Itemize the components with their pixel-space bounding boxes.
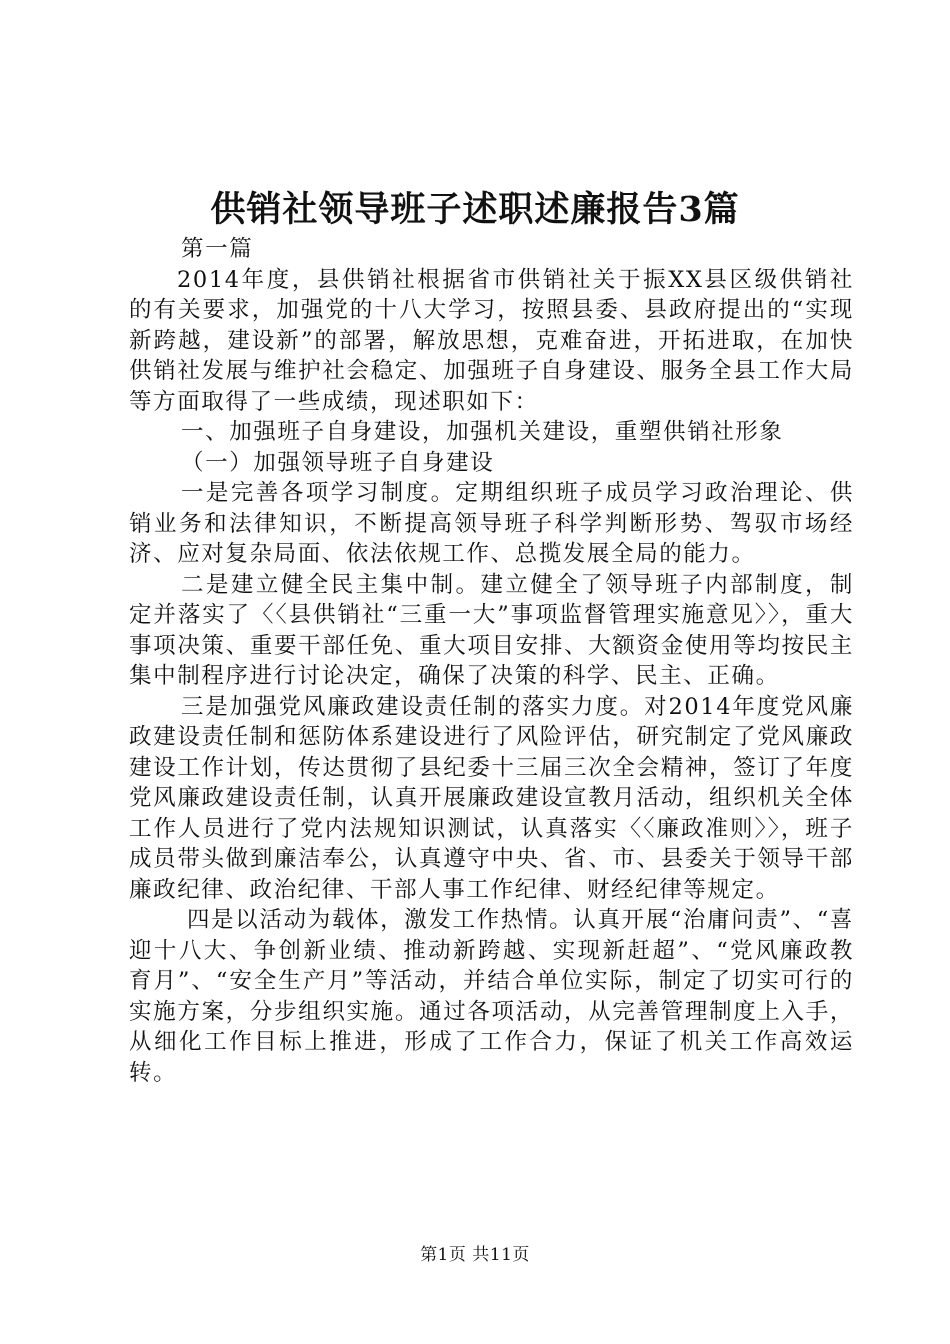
paragraph-activities: 四是以活动为载体，激发工作热情。认真开展“治庸问责”、“喜迎十八大、争创新业绩、推动新跨越、实现新赶超”、“党风廉政教育月”、“安全生产月”等活动，并结合单位实际，制定了切实可行的实施方案，分步组织实施。通过各项活动，从完善管理制度上入手，从细化工作目标上推进，形成了工作合力，保证了机关工作高效运转。 [129, 907, 854, 1086]
page-number-footer: 第1页 共11页 [420, 1245, 530, 1265]
paragraph-democratic-centralism: 二是建立健全民主集中制。建立健全了领导班子内部制度，制定并落实了〈〈县供销社“三重一大”事项监督管理实施意见〉〉，重大事项决策、重要干部任免、重大项目安排、大额资金使用等均按民主集中制程序进行讨论决定，确保了决策的科学、民主、正确。 [129, 571, 854, 689]
heading-level-2: （一）加强领导班子自身建设 [181, 449, 495, 476]
paragraph-intro: 2014年度，县供销社根据省市供销社关于振XX县区级供销社的有关要求，加强党的十八大学习，按照县委、县政府提出的“实现新跨越，建设新”的部署，解放思想，克难奋进，开拓进取，在加快供销社发展与维护社会稳定、加强班子自身建设、服务全县工作大局等方面取得了一些成绩，现述职如下： [129, 266, 854, 415]
heading-level-1: 一、加强班子自身建设，加强机关建设，重塑供销社形象 [181, 419, 784, 445]
section-label: 第一篇 [181, 236, 254, 262]
document-body [129, 234, 854, 1088]
document-title: 供销社领导班子述职述廉报告3篇 [210, 189, 740, 230]
paragraph-study-system: 一是完善各项学习制度。定期组织班子成员学习政治理论、供销业务和法律知识，不断提高领导班子科学判断形势、驾驭市场经济、应对复杂局面、依法依规工作、总揽发展全局的能力。 [129, 480, 854, 567]
paragraph-integrity-responsibility: 三是加强党风廉政建设责任制的落实力度。对2014年度党风廉政建设责任制和惩防体系建设进行了风险评估，研究制定了党风廉政建设工作计划，传达贯彻了县纪委十三届三次全会精神，签订了年度党风廉政建设责任制，认真开展廉政建设宣教月活动，组织机关全体工作人员进行了党内法规知识测试，认真落实〈〈廉政准则〉〉，班子成员带头做到廉洁奉公，认真遵守中央、省、市、县委关于领导干部廉政纪律、政治纪律、干部人事工作纪律、财经纪律等规定。 [129, 693, 854, 903]
